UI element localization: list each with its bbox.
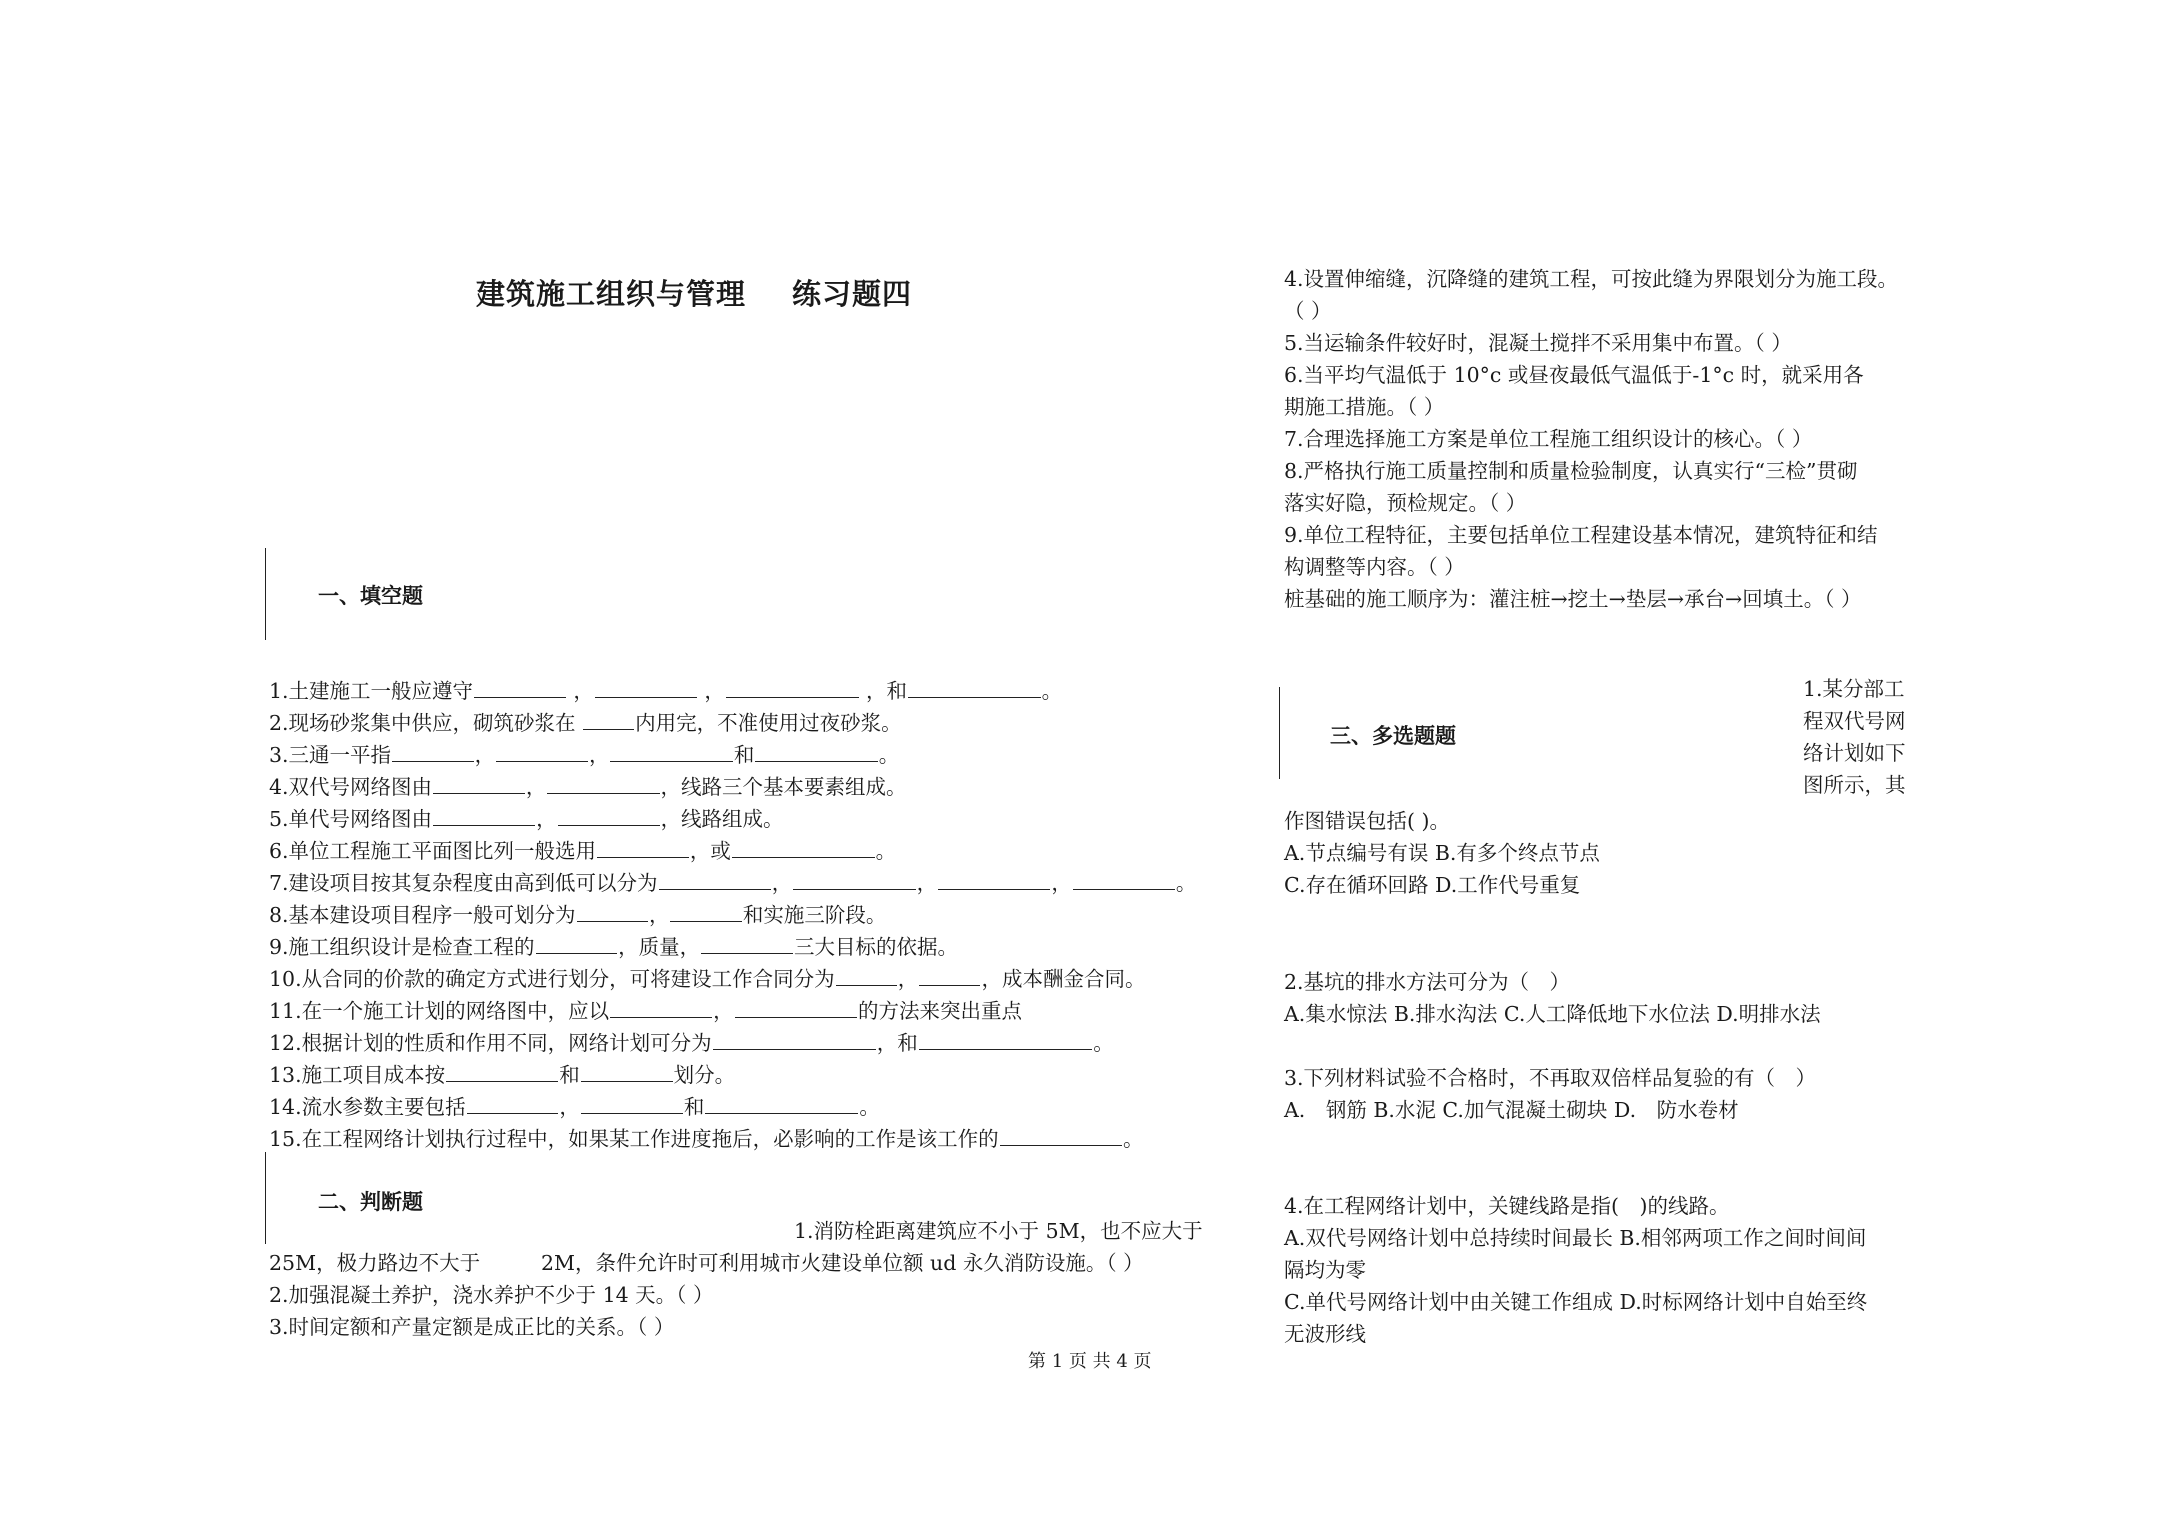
judge-question-line: 5.当运输条件较好时，混凝土搅拌不采用集中布置。（ ） — [1284, 331, 1792, 355]
section3-divider — [1279, 687, 1280, 779]
judge-question-line: 桩基础的施工顺序为：灌注桩→挖土→垫层→承台→回填土。（ ） — [1284, 587, 1862, 611]
fill-question — [269, 675, 1062, 707]
fill-question — [269, 739, 899, 771]
multi-q1-options-a: A.节点编号有误 B.有多个终点节点 — [1284, 841, 1600, 865]
fill-question — [269, 1123, 1144, 1155]
fill-question — [269, 963, 1145, 995]
question-text: ， — [916, 871, 938, 895]
section1-divider — [265, 548, 266, 640]
question-text: 。 — [875, 839, 897, 863]
question-text: 。 — [1041, 679, 1063, 703]
question-text: 三大目标的依据。 — [793, 935, 958, 959]
multi-q1-line: 1.某分部工 — [1803, 677, 1905, 701]
question-text: ，线路三个基本要素组成。 — [660, 775, 907, 799]
fill-question — [269, 1059, 735, 1091]
answer-blank[interactable] — [581, 1091, 683, 1114]
question-text: 。 — [878, 743, 900, 767]
multi-q1-line: 络计划如下 — [1803, 741, 1906, 765]
question-text: 10.从合同的价款的确定方式进行划分，可将建设工作合同分为 — [269, 967, 835, 991]
fill-question — [269, 995, 1022, 1027]
question-text: ， — [697, 679, 725, 703]
multi-q4-options-a: A.双代号网络计划中总持续时间最长 B.相邻两项工作之间时间间 — [1284, 1226, 1867, 1250]
section1-heading: 一、填空题 — [318, 584, 423, 608]
question-text: 划分。 — [673, 1063, 736, 1087]
judge-question-line: 构调整等内容。（ ） — [1284, 555, 1465, 579]
section2-heading: 二、判断题 — [318, 1190, 423, 1214]
question-text: ， — [771, 871, 793, 895]
question-text: ， — [588, 743, 610, 767]
question-text: 14.流水参数主要包括 — [269, 1095, 466, 1119]
question-text: 。 — [1123, 1127, 1144, 1151]
question-text: 11.在一个施工计划的网络图中，应以 — [269, 999, 610, 1023]
question-text: ， — [474, 743, 496, 767]
section3-heading: 三、多选题题 — [1330, 724, 1456, 748]
fill-question — [269, 707, 902, 739]
fill-question — [269, 867, 1196, 899]
question-text: ，和 — [876, 1031, 918, 1055]
judge-q1-part1: 1.消防栓距离建筑应不小于 5M，也不应大于 — [794, 1219, 1203, 1243]
answer-blank[interactable] — [610, 739, 732, 762]
page-footer: 第 1 页 共 4 页 — [1028, 1351, 1152, 1372]
question-text: 和 — [559, 1063, 580, 1087]
answer-blank[interactable] — [577, 899, 648, 922]
document-title — [476, 272, 912, 313]
multi-q1-line: 程双代号网 — [1803, 709, 1906, 733]
answer-blank[interactable] — [1000, 1123, 1122, 1146]
question-text: 内用完，不准使用过夜砂浆。 — [635, 711, 902, 735]
judge-question-line: （ ） — [1284, 299, 1332, 323]
answer-blank[interactable] — [919, 1027, 1092, 1050]
multi-q1-column — [1803, 673, 1928, 801]
judge-q3: 3.时间定额和产量定额是成正比的关系。（ ） — [269, 1315, 675, 1339]
answer-blank[interactable] — [433, 803, 535, 826]
answer-blank[interactable] — [919, 963, 980, 986]
answer-blank[interactable] — [726, 675, 859, 698]
answer-blank[interactable] — [467, 1091, 559, 1114]
multi-q4-options-c: C.单代号网络计划中由关键工作组成 D.时标网络计划中自始至终 — [1284, 1290, 1868, 1314]
answer-blank[interactable] — [793, 867, 915, 890]
answer-blank[interactable] — [836, 963, 897, 986]
section2-divider — [265, 1152, 266, 1244]
judge-question-line: 8.严格执行施工质量控制和质量检验制度，认真实行“三检”贯砌 — [1284, 459, 1858, 483]
multi-q1-options-b: C.存在循环回路 D.工作代号重复 — [1284, 873, 1581, 897]
judge-question-line: 落实好隐，预检规定。（ ） — [1284, 491, 1527, 515]
multi-q3-options: A. 钢筋 B.水泥 C.加气混凝土砌块 D. 防水卷材 — [1284, 1098, 1739, 1122]
judge-q2: 2.加强混凝土养护，浇水养护不少于 14 天。（ ） — [269, 1283, 714, 1307]
judge-q1-part2b: 2M，条件允许时可利用城市火建设单位额 ud 永久消防设施。（ ） — [541, 1251, 1144, 1275]
answer-blank[interactable] — [597, 835, 689, 858]
answer-blank[interactable] — [610, 995, 712, 1018]
question-text: 1.土建施工一般应遵守 — [269, 679, 474, 703]
answer-blank[interactable] — [938, 867, 1050, 890]
question-text: ，或 — [689, 839, 731, 863]
answer-blank[interactable] — [392, 739, 474, 762]
judge-question-line: 4.设置伸缩缝，沉降缝的建筑工程，可按此缝为界限划分为施工段。 — [1284, 267, 1899, 291]
title-sub: 练习题四 — [792, 277, 913, 311]
answer-blank[interactable] — [474, 675, 566, 698]
question-text: ，成本酬金合同。 — [981, 967, 1146, 991]
answer-blank[interactable] — [581, 1059, 673, 1082]
answer-blank[interactable] — [595, 675, 697, 698]
fill-question — [269, 803, 784, 835]
answer-blank[interactable] — [670, 899, 741, 922]
fill-question — [269, 1027, 1114, 1059]
question-text: 。 — [859, 1095, 880, 1119]
judge-q1-part2a: 25M，极力路边不大于 — [269, 1251, 481, 1275]
question-text: 和实施三阶段。 — [742, 903, 887, 927]
question-text: 2.现场砂浆集中供应，砌筑砂浆在 — [269, 711, 583, 735]
judge-question-line: 期施工措施。（ ） — [1284, 395, 1445, 419]
answer-blank[interactable] — [701, 931, 793, 954]
question-text: 13.施工项目成本按 — [269, 1063, 446, 1087]
answer-blank[interactable] — [496, 739, 588, 762]
question-text: 15.在工程网络计划执行过程中，如果某工作进度拖后，必影响的工作是该工作的 — [269, 1127, 999, 1151]
question-text: 5.单代号网络图由 — [269, 807, 433, 831]
answer-blank[interactable] — [446, 1059, 558, 1082]
multi-q1-line: 图所示，其 — [1803, 773, 1906, 797]
question-text: ， — [536, 807, 557, 831]
question-text: 12.根据计划的性质和作用不同，网络计划可分为 — [269, 1031, 712, 1055]
answer-blank[interactable] — [705, 1091, 858, 1114]
answer-blank[interactable] — [1073, 867, 1175, 890]
fill-question — [269, 931, 958, 963]
fill-question — [269, 771, 907, 803]
fill-question — [269, 835, 896, 867]
multi-q4-options-d: 无波形线 — [1284, 1322, 1366, 1346]
question-text: 和 — [733, 743, 755, 767]
question-text: 6.单位工程施工平面图比列一般选用 — [269, 839, 597, 863]
judge-question-line: 9.单位工程特征，主要包括单位工程建设基本情况，建筑特征和结 — [1284, 523, 1878, 547]
answer-blank[interactable] — [659, 867, 771, 890]
question-text: 7.建设项目按其复杂程度由高到低可以分为 — [269, 871, 658, 895]
multi-q4-options-b: 隔均为零 — [1284, 1258, 1366, 1282]
question-text: 9.施工组织设计是检查工程的 — [269, 935, 535, 959]
title-main: 建筑施工组织与管理 — [476, 277, 747, 311]
question-text: ， — [566, 679, 594, 703]
question-text: ， — [559, 1095, 580, 1119]
answer-blank[interactable] — [732, 835, 875, 858]
question-text: ，质量， — [618, 935, 701, 959]
multi-q1-rest: 作图错误包括( )。 — [1284, 809, 1451, 833]
question-text: 。 — [1093, 1031, 1114, 1055]
fill-question — [269, 899, 886, 931]
answer-blank[interactable] — [735, 995, 857, 1018]
question-text: ，和 — [859, 679, 908, 703]
answer-blank[interactable] — [908, 675, 1041, 698]
judge-question-line: 6.当平均气温低于 10°c 或昼夜最低气温低于-1°c 时，就采用各 — [1284, 363, 1864, 387]
question-text: 。 — [1175, 871, 1197, 895]
answer-blank[interactable] — [583, 707, 634, 730]
question-text: 4.双代号网络图由 — [269, 775, 433, 799]
fill-question — [269, 1091, 880, 1123]
question-text: ， — [897, 967, 919, 991]
answer-blank[interactable] — [433, 771, 525, 794]
multi-q3: 3.下列材料试验不合格时，不再取双倍样品复验的有（ ） — [1284, 1066, 1817, 1090]
multi-q4: 4.在工程网络计划中，关键线路是指( )的线路。 — [1284, 1194, 1730, 1218]
answer-blank[interactable] — [713, 1027, 876, 1050]
question-text: ， — [713, 999, 734, 1023]
answer-blank[interactable] — [558, 803, 660, 826]
question-text: 3.三通一平指 — [269, 743, 392, 767]
multi-q2-options: A.集水惊法 B.排水沟法 C.人工降低地下水位法 D.明排水法 — [1284, 1002, 1821, 1026]
question-text: ， — [1051, 871, 1072, 895]
answer-blank[interactable] — [536, 931, 618, 954]
question-text: 的方法来突出重点 — [858, 999, 1022, 1023]
question-text: ，线路组成。 — [660, 807, 784, 831]
question-text: ， — [525, 775, 547, 799]
multi-q2: 2.基坑的排水方法可分为（ ） — [1284, 970, 1571, 994]
question-text: ， — [648, 903, 670, 927]
answer-blank[interactable] — [547, 771, 659, 794]
judge-question-line: 7.合理选择施工方案是单位工程施工组织设计的核心。（ ） — [1284, 427, 1813, 451]
answer-blank[interactable] — [755, 739, 877, 762]
question-text: 8.基本建设项目程序一般可划分为 — [269, 903, 576, 927]
question-text: 和 — [683, 1095, 705, 1119]
